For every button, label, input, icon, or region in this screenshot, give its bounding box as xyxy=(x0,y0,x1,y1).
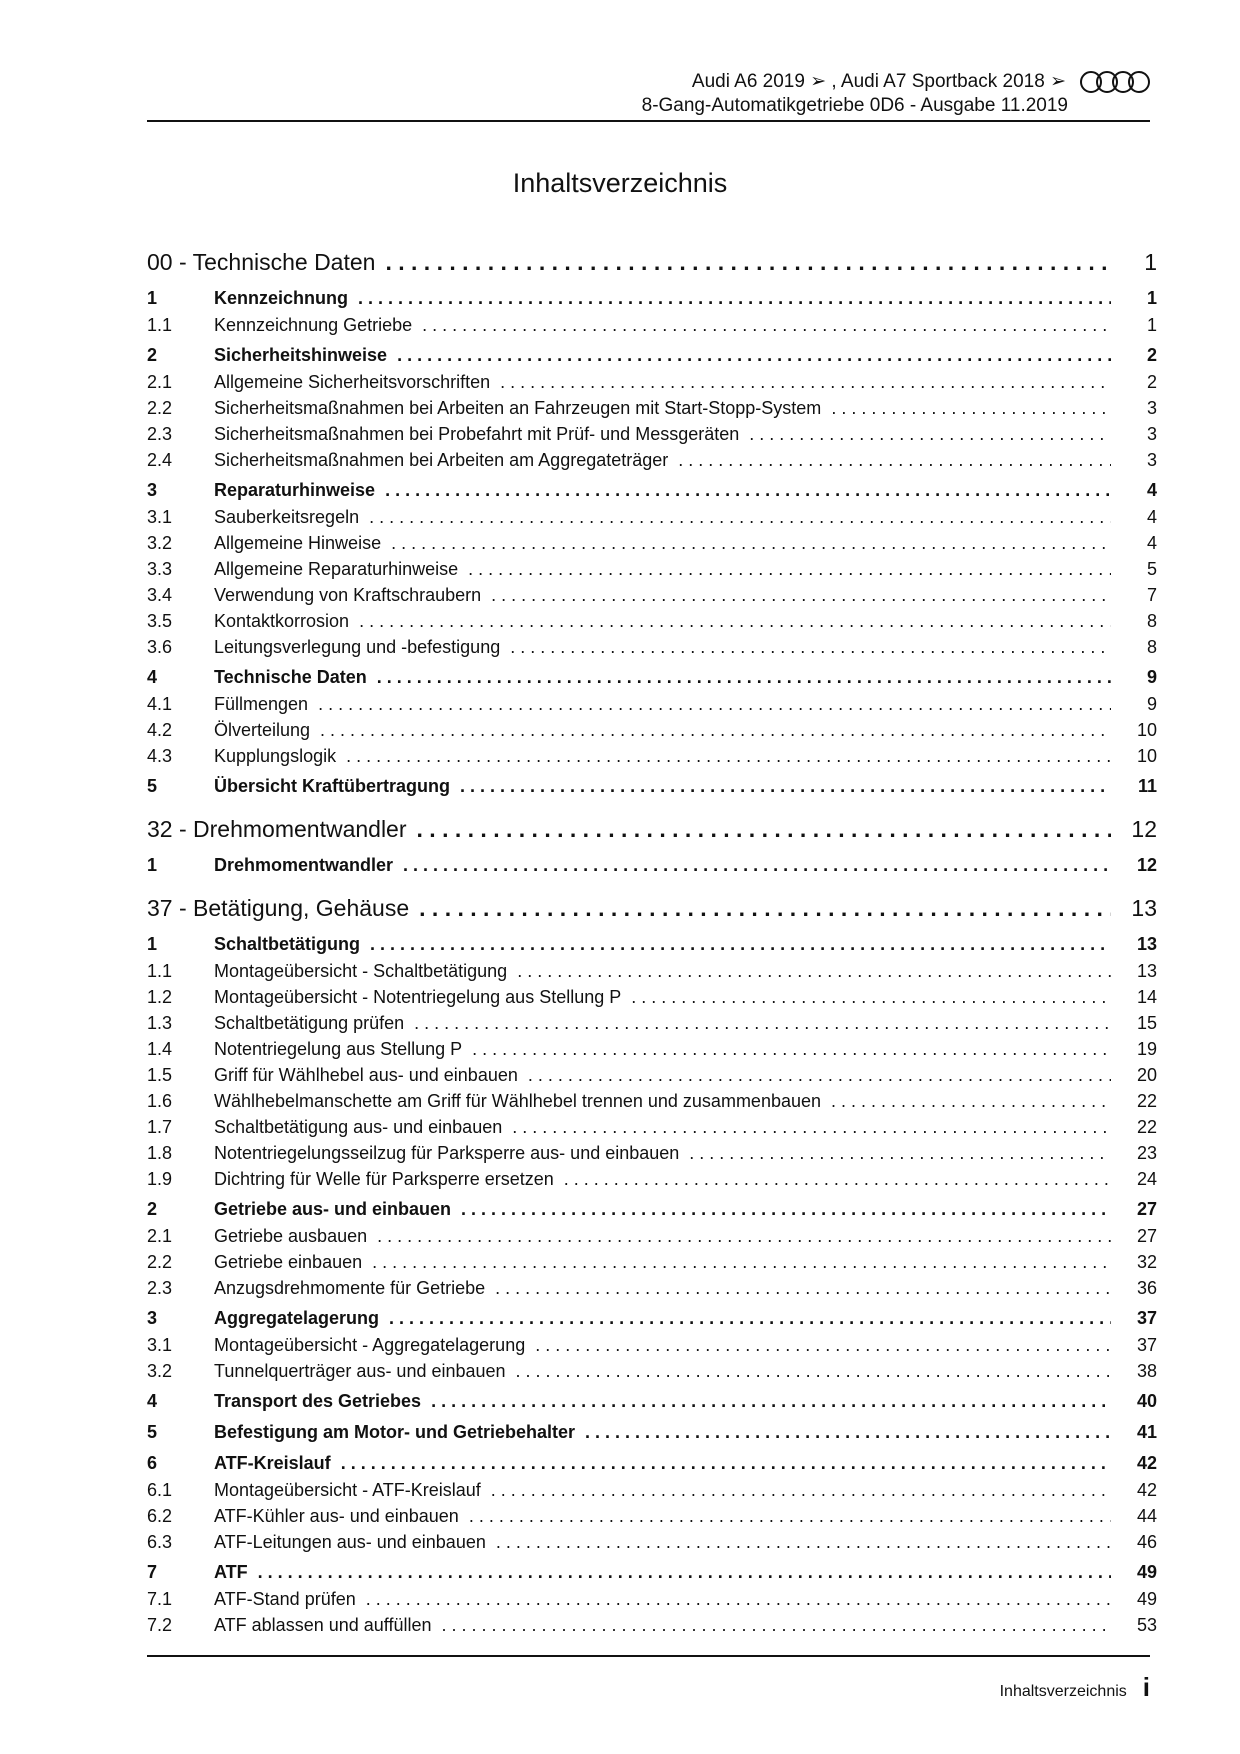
toc-entry-title: Getriebe aus- und einbauen xyxy=(214,1199,461,1220)
toc-entry-page: 3 xyxy=(1111,398,1157,419)
toc-entry-number: 1.4 xyxy=(147,1039,173,1059)
dot-leader xyxy=(370,934,1111,955)
dot-leader xyxy=(491,585,1111,606)
toc-section-row[interactable] xyxy=(147,288,1157,315)
toc-entry-number: 1.6 xyxy=(147,1091,173,1111)
toc-entry-number: 1 xyxy=(147,855,158,875)
toc-entry-number: 2 xyxy=(147,1199,158,1219)
dot-leader xyxy=(500,372,1111,393)
toc-entry-page: 12 xyxy=(1111,816,1157,843)
dot-leader xyxy=(359,611,1111,632)
toc-entry-page: 22 xyxy=(1111,1117,1157,1138)
dot-leader xyxy=(320,720,1111,741)
toc-entry-title: ATF-Leitungen aus- und einbauen xyxy=(214,1532,496,1553)
toc-entry-page: 7 xyxy=(1111,585,1157,606)
dot-leader xyxy=(831,398,1111,419)
dot-leader xyxy=(258,1562,1111,1583)
dot-leader xyxy=(491,1480,1111,1501)
toc-entry-title: Drehmomentwandler xyxy=(214,855,403,876)
toc-sub-row[interactable] xyxy=(147,559,1157,585)
toc-entry-number: 1.9 xyxy=(147,1169,173,1189)
toc-entry-title: Dichtring für Welle für Parksperre ersetzen xyxy=(214,1169,564,1190)
toc-entry-number: 7.2 xyxy=(147,1615,173,1635)
toc-sub-row[interactable] xyxy=(147,1117,1157,1143)
toc-section-row[interactable] xyxy=(147,480,1157,507)
toc-entry-number: 5 xyxy=(147,1422,158,1442)
toc-entry-number: 4.3 xyxy=(147,746,173,766)
toc-entry-page: 46 xyxy=(1111,1532,1157,1553)
toc-entry-number: 4 xyxy=(147,1391,158,1411)
toc-entry-number: 3.6 xyxy=(147,637,173,657)
toc-sub-row[interactable] xyxy=(147,1143,1157,1169)
toc-entry-number: 2.2 xyxy=(147,398,173,418)
toc-entry-page: 2 xyxy=(1111,372,1157,393)
toc-entry-page: 19 xyxy=(1111,1039,1157,1060)
toc-sub-row[interactable] xyxy=(147,1169,1157,1195)
toc-entry-number: 1.5 xyxy=(147,1065,173,1085)
toc-entry-title: Sauberkeitsregeln xyxy=(214,507,369,528)
toc-entry-number: 2.3 xyxy=(147,1278,173,1298)
toc-entry-page: 9 xyxy=(1111,667,1157,688)
toc-sub-row[interactable] xyxy=(147,720,1157,746)
toc-entry-title: Kupplungslogik xyxy=(214,746,346,767)
toc-entry-page: 8 xyxy=(1111,611,1157,632)
toc-entry-title: Griff für Wählhebel aus- und einbauen xyxy=(214,1065,528,1086)
toc-entry-page: 10 xyxy=(1111,720,1157,741)
toc-entry-title: Transport des Getriebes xyxy=(214,1391,431,1412)
dot-leader xyxy=(689,1143,1111,1164)
toc-entry-page: 8 xyxy=(1111,637,1157,658)
toc-entry-number: 3.5 xyxy=(147,611,173,631)
toc-entry-page: 20 xyxy=(1111,1065,1157,1086)
toc-entry-title: Allgemeine Hinweise xyxy=(214,533,391,554)
toc-sub-row[interactable] xyxy=(147,507,1157,533)
toc-entry-title: ATF ablassen und auffüllen xyxy=(214,1615,441,1636)
toc-entry-title: Sicherheitshinweise xyxy=(214,345,397,366)
toc-entry-page: 36 xyxy=(1111,1278,1157,1299)
toc-entry-title: Verwendung von Kraftschraubern xyxy=(214,585,491,606)
toc-entry-page: 49 xyxy=(1111,1562,1157,1583)
toc-section-row[interactable] xyxy=(147,934,1157,961)
header-vehicle-models: Audi A6 2019 ➢ , Audi A7 Sportback 2018 ➢ xyxy=(691,71,1066,92)
header-rule xyxy=(147,120,1150,122)
toc-entry-title: Schaltbetätigung xyxy=(214,934,370,955)
toc-entry-title: Tunnelquerträger aus- und einbauen xyxy=(214,1361,516,1382)
toc-entry-title: Montageübersicht - Schaltbetätigung xyxy=(214,961,517,982)
toc-sub-row[interactable] xyxy=(147,1013,1157,1039)
toc-entry-title: Technische Daten xyxy=(214,667,377,688)
dot-leader xyxy=(469,1506,1111,1527)
toc-sub-row[interactable] xyxy=(147,1065,1157,1091)
toc-section-row[interactable] xyxy=(147,855,1157,882)
toc-entry-page: 27 xyxy=(1111,1199,1157,1220)
toc-sub-row[interactable] xyxy=(147,372,1157,398)
dot-leader xyxy=(468,559,1111,580)
toc-entry-title: Füllmengen xyxy=(214,694,318,715)
toc-entry-number: 3.2 xyxy=(147,533,173,553)
toc-chapter-row[interactable] xyxy=(147,240,1157,284)
page-header xyxy=(642,70,1150,118)
toc-sub-row[interactable] xyxy=(147,961,1157,987)
toc-entry-title: Leitungsverlegung und -befestigung xyxy=(214,637,510,658)
toc-sub-row[interactable] xyxy=(147,746,1157,772)
toc-entry-page: 49 xyxy=(1111,1589,1157,1610)
toc-section-row[interactable] xyxy=(147,1562,1157,1589)
toc-entry-title: Kennzeichnung xyxy=(214,288,358,309)
toc-entry-page: 37 xyxy=(1111,1335,1157,1356)
dot-leader xyxy=(472,1039,1111,1060)
toc-entry-title: Notentriegelung aus Stellung P xyxy=(214,1039,472,1060)
toc-entry-title: Schaltbetätigung prüfen xyxy=(214,1013,414,1034)
toc-entry-title: Allgemeine Sicherheitsvorschriften xyxy=(214,372,500,393)
dot-leader xyxy=(585,1422,1111,1443)
toc-entry-title: Montageübersicht - Aggregatelagerung xyxy=(214,1335,535,1356)
toc-entry-page: 3 xyxy=(1111,450,1157,471)
toc-sub-row[interactable] xyxy=(147,1532,1157,1558)
toc-entry-page: 22 xyxy=(1111,1091,1157,1112)
toc-entry-page: 12 xyxy=(1111,855,1157,876)
toc-entry-number: 2.1 xyxy=(147,372,173,392)
dot-leader xyxy=(377,667,1111,688)
toc-entry-page: 41 xyxy=(1111,1422,1157,1443)
toc-entry-number: 2 xyxy=(147,345,158,365)
toc-section-row[interactable] xyxy=(147,667,1157,694)
toc-entry-page: 14 xyxy=(1111,987,1157,1008)
toc-sub-row[interactable] xyxy=(147,450,1157,476)
dot-leader xyxy=(460,776,1111,797)
toc-entry-title: Wählhebelmanschette am Griff für Wählhebel trennen und zusammenbauen xyxy=(214,1091,831,1112)
toc-entry-page: 13 xyxy=(1111,895,1157,922)
toc-entry-title: Sicherheitsmaßnahmen bei Arbeiten an Fahrzeugen mit Start-Stopp-System xyxy=(214,398,831,419)
toc-sub-row[interactable] xyxy=(147,1615,1157,1641)
toc-sub-row[interactable] xyxy=(147,1039,1157,1065)
dot-leader xyxy=(678,450,1111,471)
page-footer xyxy=(1000,1672,1150,1703)
toc-sub-row[interactable] xyxy=(147,1278,1157,1304)
toc-entry-page: 10 xyxy=(1111,746,1157,767)
toc-entry-number: 1 xyxy=(147,934,158,954)
toc-entry-number: 2.1 xyxy=(147,1226,173,1246)
toc-entry-title: ATF-Stand prüfen xyxy=(214,1589,366,1610)
dot-leader xyxy=(419,895,1111,922)
toc-entry-number: 7.1 xyxy=(147,1589,173,1609)
toc-entry-title: Übersicht Kraftübertragung xyxy=(214,776,460,797)
toc-entry-page: 1 xyxy=(1111,315,1157,336)
toc-entry-title: Anzugsdrehmomente für Getriebe xyxy=(214,1278,495,1299)
toc-sub-row[interactable] xyxy=(147,694,1157,720)
toc-sub-row[interactable] xyxy=(147,1480,1157,1506)
toc-entry-title: ATF-Kühler aus- und einbauen xyxy=(214,1506,469,1527)
toc-section-row[interactable] xyxy=(147,1422,1157,1449)
dot-leader xyxy=(461,1199,1111,1220)
toc-entry-page: 13 xyxy=(1111,934,1157,955)
toc-entry-number: 4.1 xyxy=(147,694,173,714)
audi-rings-logo xyxy=(1080,71,1150,93)
dot-leader xyxy=(341,1453,1111,1474)
toc-entry-page: 3 xyxy=(1111,424,1157,445)
toc-sub-row[interactable] xyxy=(147,611,1157,637)
toc-sub-row[interactable] xyxy=(147,398,1157,424)
toc-chapter-row[interactable] xyxy=(147,807,1157,851)
dot-leader xyxy=(358,288,1111,309)
toc-entry-title: Kennzeichnung Getriebe xyxy=(214,315,422,336)
toc-entry-title: Montageübersicht - Notentriegelung aus Stellung P xyxy=(214,987,631,1008)
toc-entry-page: 4 xyxy=(1111,480,1157,501)
dot-leader xyxy=(397,345,1111,366)
toc-entry-title: 32 - Drehmomentwandler xyxy=(147,816,417,843)
toc-sub-row[interactable] xyxy=(147,424,1157,450)
toc-entry-title: Sicherheitsmaßnahmen bei Probefahrt mit Prüf- und Messgeräten xyxy=(214,424,749,445)
toc-sub-row[interactable] xyxy=(147,1361,1157,1387)
toc-section-row[interactable] xyxy=(147,1308,1157,1335)
toc-entry-page: 1 xyxy=(1111,288,1157,309)
toc-sub-row[interactable] xyxy=(147,533,1157,559)
toc-entry-page: 37 xyxy=(1111,1308,1157,1329)
toc-entry-title: Aggregatelagerung xyxy=(214,1308,389,1329)
toc-entry-number: 3.1 xyxy=(147,507,173,527)
toc-entry-number: 3.2 xyxy=(147,1361,173,1381)
toc-sub-row[interactable] xyxy=(147,1589,1157,1615)
toc-entry-page: 11 xyxy=(1111,776,1157,797)
toc-entry-title: Getriebe ausbauen xyxy=(214,1226,377,1247)
toc-entry-page: 9 xyxy=(1111,694,1157,715)
toc-entry-page: 32 xyxy=(1111,1252,1157,1273)
ring-icon xyxy=(1128,71,1150,93)
dot-leader xyxy=(422,315,1111,336)
toc-entry-number: 3 xyxy=(147,1308,158,1328)
toc-entry-title: Notentriegelungsseilzug für Parksperre aus- und einbauen xyxy=(214,1143,689,1164)
toc-section-row[interactable] xyxy=(147,1199,1157,1226)
toc-entry-number: 2.2 xyxy=(147,1252,173,1272)
toc-entry-page: 5 xyxy=(1111,559,1157,580)
toc-entry-title: Allgemeine Reparaturhinweise xyxy=(214,559,468,580)
toc-entry-number: 6.1 xyxy=(147,1480,173,1500)
toc-section-row[interactable] xyxy=(147,345,1157,372)
toc-entry-title: Montageübersicht - ATF-Kreislauf xyxy=(214,1480,491,1501)
toc-entry-title: ATF xyxy=(214,1562,258,1583)
dot-leader xyxy=(391,533,1111,554)
toc-entry-page: 38 xyxy=(1111,1361,1157,1382)
toc-sub-row[interactable] xyxy=(147,1091,1157,1117)
toc-entry-title: Sicherheitsmaßnahmen bei Arbeiten am Aggregateträger xyxy=(214,450,678,471)
toc-entry-page: 4 xyxy=(1111,507,1157,528)
toc-entry-page: 44 xyxy=(1111,1506,1157,1527)
toc-section-row[interactable] xyxy=(147,1453,1157,1480)
toc-entry-title: Getriebe einbauen xyxy=(214,1252,372,1273)
dot-leader xyxy=(377,1226,1111,1247)
dot-leader xyxy=(403,855,1111,876)
dot-leader xyxy=(495,1278,1111,1299)
dot-leader xyxy=(372,1252,1111,1273)
toc-entry-title: Ölverteilung xyxy=(214,720,320,741)
toc-entry-number: 3.3 xyxy=(147,559,173,579)
toc-entry-number: 6.3 xyxy=(147,1532,173,1552)
toc-section-row[interactable] xyxy=(147,776,1157,803)
toc-entry-number: 3.4 xyxy=(147,585,173,605)
toc-entry-title: 00 - Technische Daten xyxy=(147,249,385,276)
toc-entry-page: 42 xyxy=(1111,1480,1157,1501)
dot-leader xyxy=(441,1615,1111,1636)
toc-entry-number: 1 xyxy=(147,288,158,308)
toc-entry-number: 1.7 xyxy=(147,1117,173,1137)
dot-leader xyxy=(631,987,1111,1008)
toc-chapter-row[interactable] xyxy=(147,886,1157,930)
dot-leader xyxy=(346,746,1111,767)
dot-leader xyxy=(318,694,1111,715)
toc-entry-page: 42 xyxy=(1111,1453,1157,1474)
dot-leader xyxy=(516,1361,1111,1382)
toc-entry-page: 1 xyxy=(1111,249,1157,276)
dot-leader xyxy=(535,1335,1111,1356)
dot-leader xyxy=(366,1589,1111,1610)
toc-entry-title: ATF-Kreislauf xyxy=(214,1453,341,1474)
toc-entry-page: 40 xyxy=(1111,1391,1157,1412)
dot-leader xyxy=(496,1532,1111,1553)
toc-section-row[interactable] xyxy=(147,1391,1157,1418)
toc-entry-number: 3 xyxy=(147,480,158,500)
toc-entry-number: 6.2 xyxy=(147,1506,173,1526)
dot-leader xyxy=(564,1169,1111,1190)
dot-leader xyxy=(749,424,1111,445)
toc-entry-number: 1.1 xyxy=(147,961,173,981)
toc-entry-page: 2 xyxy=(1111,345,1157,366)
toc-entry-page: 15 xyxy=(1111,1013,1157,1034)
toc-entry-number: 5 xyxy=(147,776,158,796)
toc-entry-title: 37 - Betätigung, Gehäuse xyxy=(147,895,419,922)
dot-leader xyxy=(431,1391,1111,1412)
toc-sub-row[interactable] xyxy=(147,315,1157,341)
dot-leader xyxy=(414,1013,1111,1034)
toc-entry-title: Schaltbetätigung aus- und einbauen xyxy=(214,1117,512,1138)
toc-entry-number: 2.4 xyxy=(147,450,173,470)
toc-entry-page: 27 xyxy=(1111,1226,1157,1247)
dot-leader xyxy=(389,1308,1111,1329)
toc-entry-page: 53 xyxy=(1111,1615,1157,1636)
toc-entry-number: 4 xyxy=(147,667,158,687)
toc-sub-row[interactable] xyxy=(147,585,1157,611)
toc-sub-row[interactable] xyxy=(147,987,1157,1013)
footer-page-number: i xyxy=(1142,1672,1150,1702)
toc-entry-number: 4.2 xyxy=(147,720,173,740)
toc-entry-title: Kontaktkorrosion xyxy=(214,611,359,632)
dot-leader xyxy=(369,507,1111,528)
header-line-1 xyxy=(642,70,1150,94)
toc-entry-page: 23 xyxy=(1111,1143,1157,1164)
dot-leader xyxy=(417,816,1111,843)
toc-sub-row[interactable] xyxy=(147,637,1157,663)
dot-leader xyxy=(528,1065,1111,1086)
toc-entry-number: 1.8 xyxy=(147,1143,173,1163)
toc-entry-number: 1.3 xyxy=(147,1013,173,1033)
toc-entry-page: 13 xyxy=(1111,961,1157,982)
toc-entry-page: 24 xyxy=(1111,1169,1157,1190)
toc-entry-number: 6 xyxy=(147,1453,158,1473)
page-title: Inhaltsverzeichnis xyxy=(512,168,728,198)
toc-entry-number: 2.3 xyxy=(147,424,173,444)
toc-entry-page: 4 xyxy=(1111,533,1157,554)
toc-sub-row[interactable] xyxy=(147,1335,1157,1361)
dot-leader xyxy=(385,480,1111,501)
toc-entry-number: 3.1 xyxy=(147,1335,173,1355)
table-of-contents xyxy=(147,240,1157,1641)
footer-label: Inhaltsverzeichnis xyxy=(999,1683,1127,1700)
toc-sub-row[interactable] xyxy=(147,1226,1157,1252)
dot-leader xyxy=(831,1091,1111,1112)
toc-entry-title: Reparaturhinweise xyxy=(214,480,385,501)
toc-sub-row[interactable] xyxy=(147,1506,1157,1532)
toc-sub-row[interactable] xyxy=(147,1252,1157,1278)
dot-leader xyxy=(385,249,1111,276)
dot-leader xyxy=(510,637,1111,658)
header-line-2: 8-Gang-Automatikgetriebe 0D6 - Ausgabe 11.2019 xyxy=(641,95,1068,116)
toc-entry-title: Befestigung am Motor- und Getriebehalter xyxy=(214,1422,585,1443)
footer-rule xyxy=(147,1655,1150,1657)
dot-leader xyxy=(517,961,1111,982)
toc-entry-number: 7 xyxy=(147,1562,158,1582)
toc-entry-number: 1.2 xyxy=(147,987,173,1007)
toc-entry-number: 1.1 xyxy=(147,315,173,335)
dot-leader xyxy=(512,1117,1111,1138)
